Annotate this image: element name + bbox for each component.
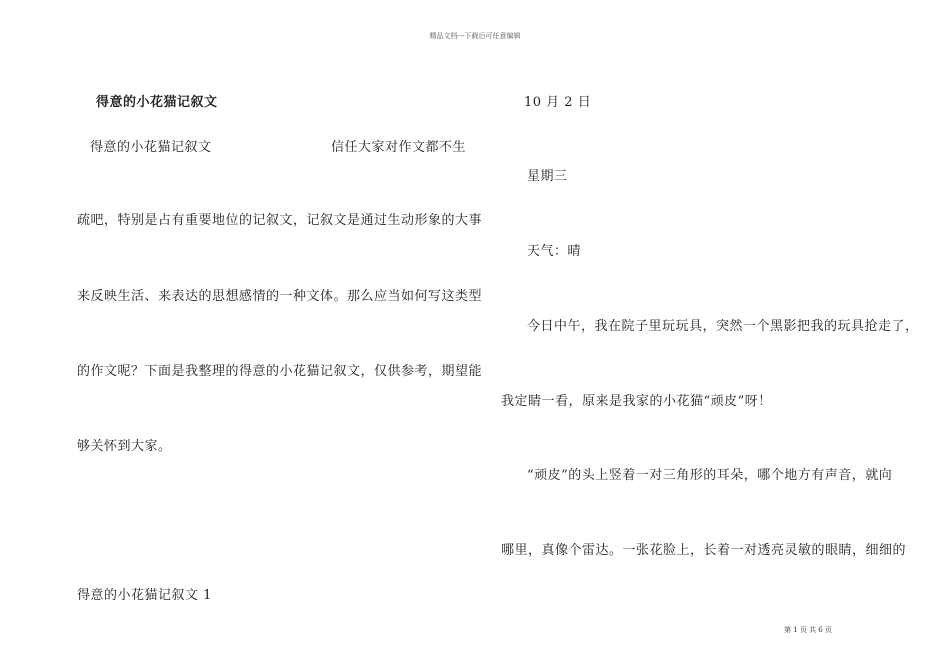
paragraph-2-line-2: 哪里，真像个雷达。一张花脸上，长着一对透亮灵敏的眼睛，细细的	[501, 543, 907, 558]
diary-date: 10 月 2 日	[524, 95, 592, 110]
intro-line-4: 的作文呢？下面是我整理的得意的小花猫记叙文，仅供参考，期望能	[77, 364, 483, 379]
diary-weather: 天气：晴	[527, 244, 582, 259]
page-footer: 第 1 页 共 6 页	[783, 626, 832, 634]
paragraph-1-line-1: 今日中午，我在院子里玩玩具，突然一个黑影把我的玩具抢走了，	[527, 319, 919, 334]
paragraph-1-line-2: 我定睛一看，原来是我家的小花猫“顽皮”呀！	[501, 394, 772, 409]
page-header: 精品文档---下载后可任意编辑	[429, 32, 521, 40]
diary-weekday: 星期三	[527, 169, 568, 184]
intro-line-3: 来反映生活、来表达的思想感情的一种文体。那么应当如何写这类型	[77, 289, 483, 304]
section-heading-1: 得意的小花猫记叙文 1	[77, 588, 212, 603]
intro-line-5: 够关怀到大家。	[77, 439, 172, 454]
intro-line-1b: 信任大家对作文都不生	[331, 140, 467, 155]
intro-line-2: 疏吧，特别是占有重要地位的记叙文，记叙文是通过生动形象的大事	[77, 213, 483, 228]
paragraph-2-line-1: “顽皮”的头上竖着一对三角形的耳朵，哪个地方有声音，就向	[527, 468, 893, 483]
intro-line-1a: 得意的小花猫记叙文	[90, 140, 212, 155]
article-title: 得意的小花猫记叙文	[96, 95, 218, 110]
